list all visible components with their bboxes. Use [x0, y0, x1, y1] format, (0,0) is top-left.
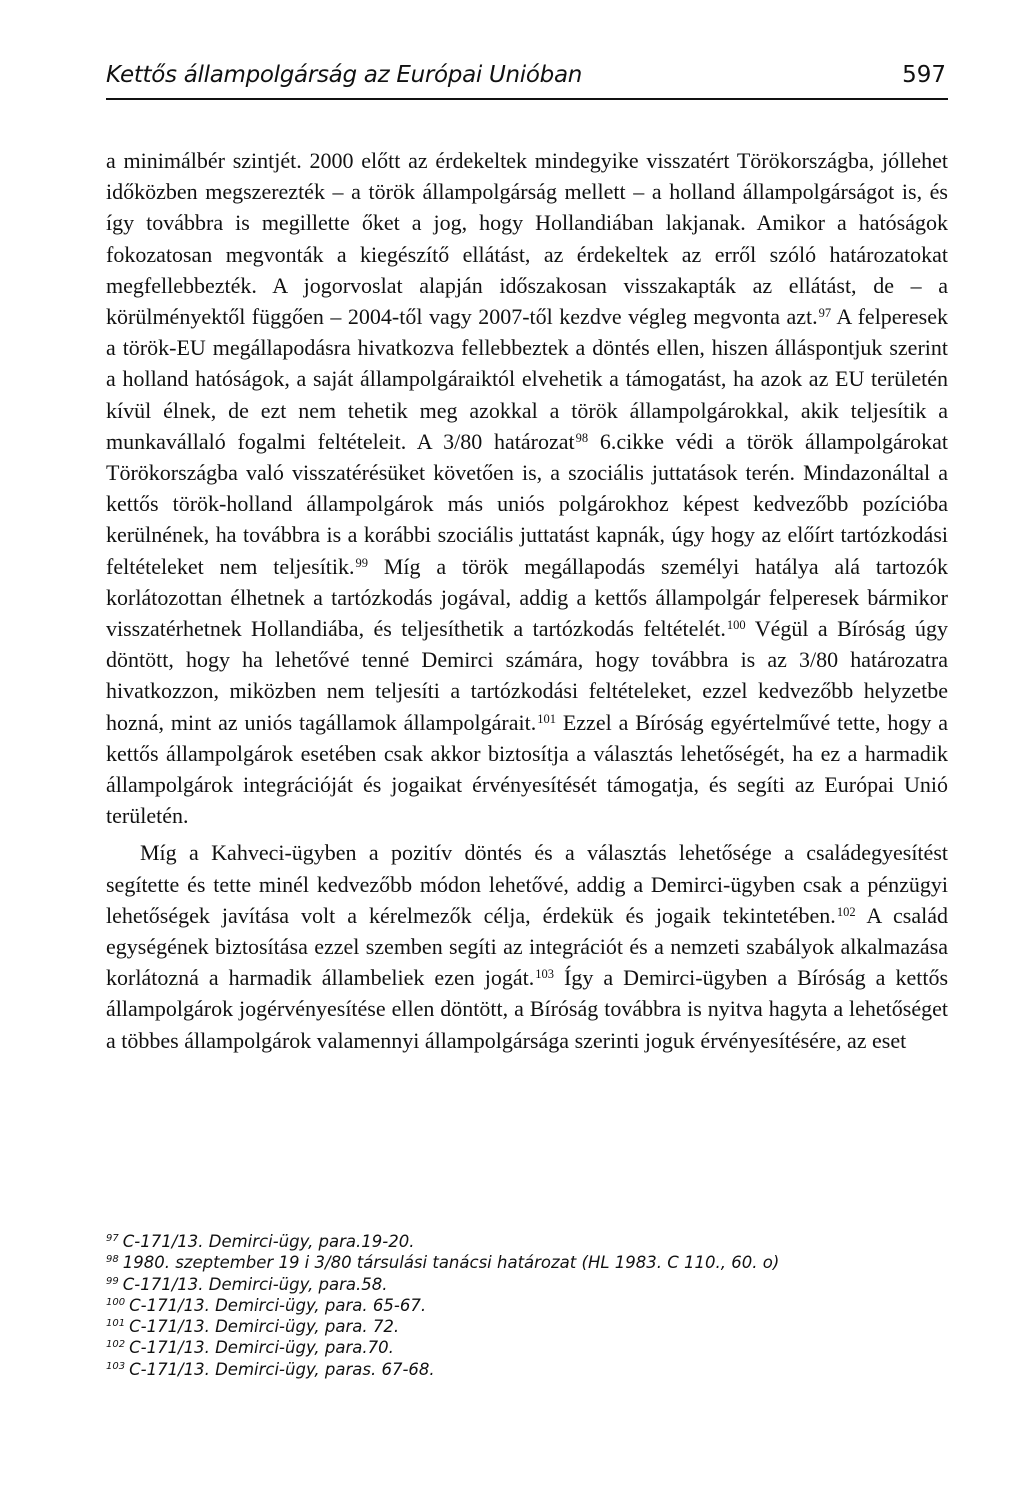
footnote-number: 97 — [106, 1233, 119, 1244]
footnote — [106, 1337, 948, 1358]
body-text — [106, 145, 948, 1056]
footnote-reference: 98 — [575, 430, 589, 445]
running-header — [106, 58, 948, 100]
paragraph-text: Míg a török megállapodás személyi hatálya alá tartozók korlátozottan élhetnek a tartózkodás jogával, addig a kettős állampolgár felperesek bármikor visszatérhetnek Hollandiába, és teljesíthetik a tartózkodás feltételét. — [106, 553, 948, 642]
paragraph-text: A család egységének biztosítása ezzel szemben segíti az integrációt és a nemzeti szabályok alkalmazása korlátozná a harmadik állambeliek ezen jogát. — [106, 902, 948, 991]
footnote — [106, 1274, 948, 1295]
footnote-text: C-171/13. Demirci-ügy, paras. 67-68. — [129, 1359, 435, 1379]
footnote-number: 99 — [106, 1275, 119, 1287]
paragraph — [106, 145, 948, 831]
footnote-reference: 99 — [355, 555, 369, 570]
paragraph-text: Ezzel a Bíróság egyértelművé tette, hogy a kettős állampolgárok esetében csak akkor biztosítja a választás lehetőségét, ha ez a harmadik állampolgárok integrációját és jogaikat érvényesítését támogatja, és segíti az Európai Unió területén. — [106, 709, 948, 829]
footnote-text: C-171/13. Demirci-ügy, para.19-20. — [122, 1232, 415, 1251]
paragraph-text: A felperesek a török-EU megállapodásra hivatkozva fellebbeztek a döntés ellen, hiszen álláspontjuk szerint a holland hatóságok, a saját állampolgáraiktól elvehetik a támogatást, ha azok az EU területén kívül élnek, de ezt nem tehetik meg azokkal a török állampolgárokkal, akik teljesítik a munkavállaló fogalmi feltételeit. A 3/80 határozat — [106, 304, 948, 454]
footnote-reference: 97 — [818, 306, 832, 321]
footnote-number: 103 — [106, 1360, 126, 1372]
footnote-text: C-171/13. Demirci-ügy, para.58. — [122, 1274, 388, 1294]
footnotes — [106, 1231, 948, 1380]
paragraph-text: Míg a Kahveci-ügyben a pozitív döntés és a választás lehetősége a családegyesítést segítette és tette minél kedvezőbb módon lehetővé, addig a Demirci-ügyben csak a pénzügyi lehetőségek javítása volt a kérelmezők célja, érdekük és jogaik tekintetében. — [106, 840, 948, 928]
footnote-reference: 101 — [537, 711, 556, 726]
footnote-text: C-171/13. Demirci-ügy, para. 65-67. — [129, 1295, 427, 1315]
footnote-text: C-171/13. Demirci-ügy, para. 72. — [129, 1317, 400, 1337]
footnote — [106, 1231, 948, 1252]
footnote-number: 98 — [106, 1254, 119, 1266]
paragraph-text: Így a Demirci-ügyben a Bíróság a kettős állampolgárok jogérvényesítése ellen döntött, a Bíróság továbbra is nyitva hagyta a lehetőséget a többes állampolgárok valamennyi állampolgársága szerinti joguk érvényesítésére, az eset — [106, 965, 948, 1053]
footnote-number: 100 — [106, 1296, 126, 1308]
footnote — [106, 1359, 948, 1380]
footnote-reference: 100 — [726, 618, 746, 633]
paragraph-text: 6.cikke védi a török állampolgárokat Törökországba való visszatérésüket követően is, a szociális juttatások terén. Mindazonáltal a kettős török-holland állampolgárok más uniós polgárokhoz képest kedvezőbb pozícióba kerülnének, ha továbbra is a korábbi szociális juttatást kapnák, úgy hogy az előírt tartózkodási feltételeket nem teljesítik. — [106, 428, 948, 579]
paragraph-text: a minimálbér szintjét. 2000 előtt az érdekeltek mindegyike visszatért Törökországba, jóllehet időközben megszerezték – a török állampolgárság mellett – a holland állampolgárságot is, és így továbbra is megillette őket a jog, hogy Hollandiában lakjanak. Amikor a hatóságok fokozatosan megvonták a kiegészítő ellátást, az érdekeltek az erről szóló határozatokat megfellebbezték. A jogorvoslat alapján időszakosan visszakapták az ellátást, de – a körülményektől függően – 2004-től vagy 2007-től kezdve végleg megvonta azt. — [106, 148, 948, 330]
footnote — [106, 1316, 948, 1337]
footnote-reference: 103 — [535, 967, 554, 982]
footnote-text: C-171/13. Demirci-ügy, para.70. — [129, 1338, 394, 1358]
footnote — [106, 1295, 948, 1316]
footnote-reference: 102 — [836, 905, 856, 919]
footnote-number: 102 — [106, 1339, 126, 1351]
page-number: 597 — [902, 62, 946, 88]
paragraph-text: Végül a Bíróság úgy döntött, hogy ha lehetővé tenné Demirci számára, hogy továbbra is az 3/80 határozatra hivatkozzon, miközben nem teljesíti a tartózkodási feltételeket, ezzel kedvezőbb helyzetbe hozná, mint az uniós tagállamok állampolgárait. — [106, 616, 948, 735]
paragraph — [106, 837, 948, 1055]
footnote — [106, 1252, 948, 1273]
footnote-number: 101 — [106, 1318, 126, 1330]
running-title: Kettős állampolgárság az Európai Unióban — [106, 62, 583, 88]
footnote-text: 1980. szeptember 19 i 3/80 társulási tanácsi határozat (HL 1983. C 110., 60. o) — [122, 1253, 780, 1273]
